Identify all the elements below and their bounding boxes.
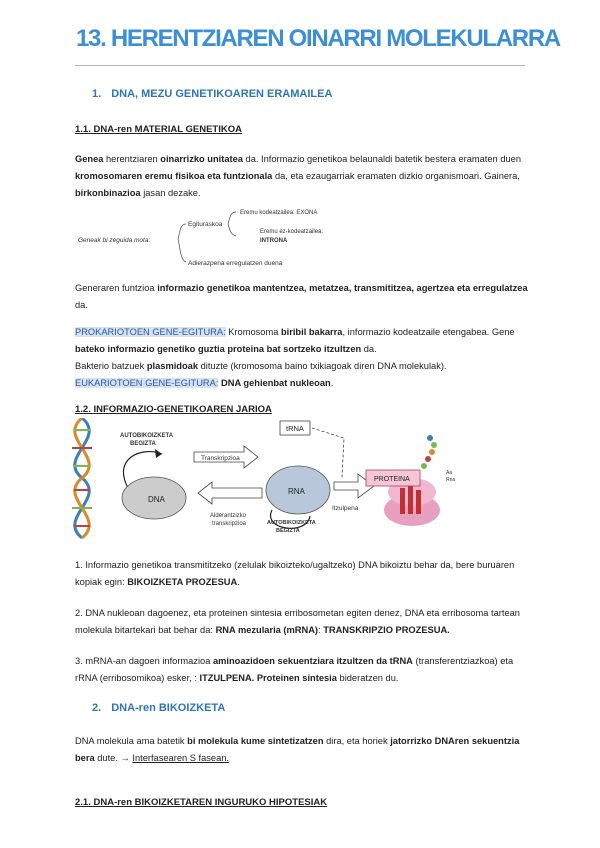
text: Bakterio batzuek [75, 361, 147, 371]
reverse-transcription-arrow [198, 482, 262, 504]
eukaryote-label: EUKARIOTOEN GENE-EGITURA: [75, 378, 219, 388]
text-bold: ITZULPENA. Proteinen sintesia [199, 673, 337, 683]
interphase-link: Interfasearen S fasean. [132, 753, 230, 763]
text: dituzte (kromosoma baino txikiagoak diren DNA molekulak). [198, 361, 447, 371]
section-2-title: DNA-ren BIKOIZKETA [111, 702, 226, 714]
paragraph-gene-definition [75, 151, 535, 202]
translation-label: Itzulpena [332, 505, 359, 512]
amino-acid-label-1: Aa [446, 470, 453, 476]
subsection-1-2-heading: 1.2. INFORMAZIO-GENETIKOAREN JARIOA [75, 404, 272, 415]
text: dute. → [94, 753, 133, 763]
diagram-left-label: Geneak bi zeguida mota: [78, 237, 151, 244]
page-title: 13. HERENTZIAREN OINARRI MOLEKULARRA [76, 25, 560, 52]
section-1-title: DNA, MEZU GENETIKOAREN ERAMAILEA [111, 88, 333, 100]
text-bold: bateko informazio genetiko guztia proteina bat sortzeko itzultzen [75, 344, 362, 354]
text: da. [361, 344, 377, 354]
section-1-heading [92, 88, 332, 100]
text: . [237, 577, 240, 587]
subsection-2-1-heading: 2.1. DNA-ren BIKOIZKETAREN INGURUKO HIPOTESIAK [75, 797, 328, 808]
brace-right-bottom [228, 224, 236, 236]
text-bold: BIKOIZKETA PROZESUA [127, 577, 238, 587]
protein-label: PROTEINA [374, 476, 410, 483]
gene-sequence-diagram [70, 202, 370, 272]
text-bold: Genea [75, 154, 104, 164]
diagram-intron-label-2: INTRONA [260, 238, 288, 244]
text: (transferentziazkoa) eta rRNA (erribosomikoa) esker, : [75, 656, 514, 683]
text: da, eta ezaugarriak eramaten dizkio organismoari. Gainera, [272, 171, 520, 181]
text: bideratzen du. [336, 673, 399, 683]
text: jasan dezake. [140, 188, 201, 198]
prokaryote-label: PROKARIOTOEN GENE-EGITURA: [75, 327, 226, 337]
text: . [330, 378, 334, 388]
text-bold: birkonbinazioa [75, 188, 141, 198]
text: herentziaren [103, 154, 161, 164]
dna-helix-icon [72, 418, 92, 538]
text: 3. mRNA-an dagoen informazioa [75, 656, 213, 666]
list-item-3 [75, 653, 535, 687]
subsection-1-1-heading: 1.1. DNA-ren MATERIAL GENETIKOA [75, 124, 242, 135]
text-bold: informazio genetikoa mantentzea, metatzea, transmititzea, agertzea eta erregulatzea [157, 283, 528, 293]
dna-node-label: DNA [148, 495, 165, 504]
text-bold: plasmidoak [146, 361, 198, 371]
paragraph-gene-function [75, 280, 535, 314]
text-bold: bi molekula kume sintetizatzen [187, 736, 324, 746]
text-bold: DNA gehienbat nukleoan [221, 378, 331, 388]
diagram-regulatory-label: Adierazpena erregulatzen duena [188, 260, 283, 267]
text-bold: biribil bakarra [280, 327, 343, 337]
genetic-information-flow-diagram [62, 418, 470, 540]
replication-loop-label-2: BEGIZTA [130, 441, 156, 447]
diagram-structural-label: Egituraskoa [188, 221, 223, 228]
transcription-label: Transkripzioa [201, 455, 240, 462]
text-bold: TRANSKRIPZIO PROZESUA. [323, 625, 450, 635]
section-1-number: 1. [92, 88, 102, 100]
diagram-exon-label: Eremu kodeatzailea: EXONA [240, 210, 318, 216]
text: da. [75, 300, 88, 310]
text: 2. DNA nukleoan dagoenez, eta proteinen sintesia erribosometan egiten denez, DNA eta erribosoma tartean molekula bitartekari bat behar da: [75, 608, 520, 635]
trna-box [280, 421, 310, 435]
trna-label: tRNA [286, 424, 304, 433]
rna-replication-label-1: AUTOBIKOIZKETA [267, 520, 316, 526]
text-bold: aminoazidoen sekuentziara itzultzen da tRNA [212, 656, 413, 666]
section-2-number: 2. [92, 702, 102, 714]
text-bold: kromosomaren eremu fisikoa eta funtzionala [75, 171, 273, 181]
section-2-heading [92, 702, 225, 714]
text: dira, eta horiek [323, 736, 391, 746]
rna-node-label: RNA [288, 487, 305, 496]
text: 1. Informazio genetikoa transmititzeko (zelulak bikoizteko/ugaltzeko) DNA bikoiztu behar da, bere buruaren kopiak egin: [75, 560, 515, 587]
replication-loop-label-1: AUTOBIKOIZKETA [120, 433, 174, 439]
amino-acid-label-2: Rna [446, 477, 456, 483]
brace-right-top [228, 212, 236, 224]
text-bold: oinarrizko unitatea [160, 154, 243, 164]
title-divider [75, 65, 525, 66]
text: Kromosoma [225, 327, 281, 337]
brace-bottom [178, 239, 186, 262]
diagram-intron-label-1: Eremu ez-kodeatzailea: [260, 229, 324, 235]
paragraph-gene-structure [75, 324, 535, 392]
text: Generaren funtzioa [75, 283, 158, 293]
text: DNA molekula ama batetik [75, 736, 188, 746]
text: , informazio kodeatzaile etengabea. Gene [342, 327, 515, 337]
amino-acid-chain-icon [421, 435, 437, 469]
dna-loop-arrowhead [155, 449, 162, 458]
text-bold: jatorrizko DNAren sekuentzia bera [75, 736, 520, 763]
reverse-transcription-label-2: transkripzioa [212, 521, 247, 527]
text: da. Informazio genetikoa belaunaldi batetik bestera eramaten duen [242, 154, 521, 164]
text-bold: RNA mezularia (mRNA) [215, 625, 319, 635]
rna-replication-label-2: BEGIZTA [276, 528, 300, 534]
list-item-2 [75, 605, 535, 639]
reverse-transcription-label-1: Alderantzizko [210, 513, 247, 519]
text: : [318, 625, 324, 635]
paragraph-replication [75, 733, 535, 767]
list-item-1 [75, 557, 535, 591]
brace-top [178, 224, 186, 239]
